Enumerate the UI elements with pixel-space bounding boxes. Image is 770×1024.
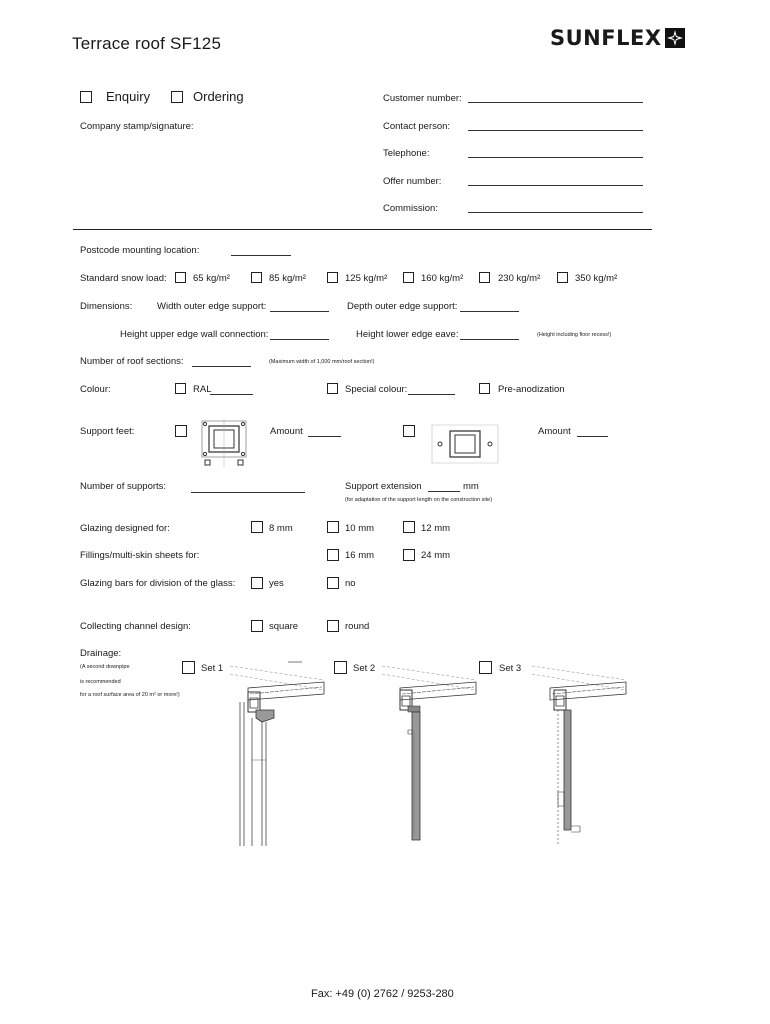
colour-label: Colour: bbox=[80, 384, 111, 395]
telephone-label: Telephone: bbox=[383, 148, 430, 159]
drainage-note-1: (A second downpipe bbox=[80, 664, 130, 670]
support-foot-1-drawing bbox=[196, 419, 252, 469]
customer-number-field[interactable] bbox=[468, 102, 643, 103]
contact-person-field[interactable] bbox=[468, 130, 643, 131]
number-of-supports-label: Number of supports: bbox=[80, 481, 167, 492]
number-of-supports-field[interactable] bbox=[191, 492, 305, 493]
page-title: Terrace roof SF125 bbox=[72, 34, 222, 53]
company-stamp-label: Company stamp/signature: bbox=[80, 121, 194, 132]
postcode-label: Postcode mounting location: bbox=[80, 245, 200, 256]
set-2-drawing bbox=[378, 660, 478, 850]
commission-field[interactable] bbox=[468, 212, 643, 213]
pre-anodization-checkbox[interactable] bbox=[479, 383, 490, 394]
glazing-label: Glazing designed for: bbox=[80, 523, 170, 534]
height-lower-field[interactable] bbox=[460, 339, 519, 340]
glazing-bars-no-checkbox[interactable] bbox=[327, 577, 339, 589]
drainage-note-3: for a roof surface area of 20 m² or more!) bbox=[80, 692, 180, 698]
roof-sections-note: (Maximum width of 1,000 mm/roof section!) bbox=[269, 359, 375, 365]
glazing-bars-yes-label: yes bbox=[269, 578, 284, 589]
fillings-24mm-checkbox[interactable] bbox=[403, 549, 415, 561]
support-extension-note: (for adaptation of the support length on the construction site) bbox=[345, 497, 493, 503]
snow-160-label: 160 kg/m² bbox=[421, 273, 464, 284]
glazing-12mm-label: 12 mm bbox=[421, 523, 451, 534]
customer-number-label: Customer number: bbox=[383, 93, 462, 104]
support-extension-field[interactable] bbox=[428, 491, 460, 492]
sunflex-logo bbox=[550, 26, 685, 50]
support-foot-2-drawing bbox=[430, 423, 500, 467]
width-outer-field[interactable] bbox=[270, 311, 329, 312]
channel-square-label: square bbox=[269, 621, 299, 632]
depth-outer-label: Depth outer edge support: bbox=[347, 301, 458, 312]
fillings-24mm-label: 24 mm bbox=[421, 550, 451, 561]
depth-outer-field[interactable] bbox=[460, 311, 519, 312]
telephone-field[interactable] bbox=[468, 157, 643, 158]
ral-checkbox[interactable] bbox=[175, 383, 186, 394]
set-3-label: Set 3 bbox=[499, 663, 522, 674]
snow-160-checkbox[interactable] bbox=[403, 272, 414, 283]
amount-2-label: Amount bbox=[538, 426, 571, 437]
contact-person-label: Contact person: bbox=[383, 121, 451, 132]
amount-1-label: Amount bbox=[270, 426, 303, 437]
set-1-checkbox[interactable] bbox=[182, 661, 195, 674]
support-foot-1-checkbox[interactable] bbox=[175, 425, 187, 437]
support-extension-label: Support extension bbox=[345, 481, 422, 492]
glazing-bars-yes-checkbox[interactable] bbox=[251, 577, 263, 589]
glazing-bars-no-label: no bbox=[345, 578, 356, 589]
snow-125-checkbox[interactable] bbox=[327, 272, 338, 283]
amount-1-field[interactable] bbox=[308, 436, 341, 437]
set-3-checkbox[interactable] bbox=[479, 661, 492, 674]
snow-65-label: 65 kg/m² bbox=[193, 273, 230, 284]
snow-85-label: 85 kg/m² bbox=[269, 273, 306, 284]
set-1-label: Set 1 bbox=[201, 663, 224, 674]
glazing-8mm-label: 8 mm bbox=[269, 523, 293, 534]
ordering-label: Ordering bbox=[193, 89, 244, 104]
fillings-label: Fillings/multi-skin sheets for: bbox=[80, 550, 200, 561]
offer-number-field[interactable] bbox=[468, 185, 643, 186]
support-foot-2-checkbox[interactable] bbox=[403, 425, 415, 437]
ral-field[interactable] bbox=[210, 394, 253, 395]
snow-load-label: Standard snow load: bbox=[80, 273, 167, 284]
ral-label: RAL bbox=[193, 384, 212, 395]
set-1-drawing bbox=[226, 660, 326, 850]
glazing-10mm-checkbox[interactable] bbox=[327, 521, 339, 533]
ordering-checkbox[interactable] bbox=[171, 91, 183, 103]
fax-number: Fax: +49 (0) 2762 / 9253-280 bbox=[311, 988, 454, 1000]
pre-anodization-label: Pre-anodization bbox=[498, 384, 565, 395]
special-colour-field[interactable] bbox=[408, 394, 455, 395]
width-outer-label: Width outer edge support: bbox=[157, 301, 267, 312]
snow-85-checkbox[interactable] bbox=[251, 272, 262, 283]
set-3-drawing bbox=[528, 660, 628, 850]
channel-label: Collecting channel design: bbox=[80, 621, 191, 632]
snow-230-checkbox[interactable] bbox=[479, 272, 490, 283]
glazing-12mm-checkbox[interactable] bbox=[403, 521, 415, 533]
sun-star-icon bbox=[665, 28, 685, 48]
snow-125-label: 125 kg/m² bbox=[345, 273, 388, 284]
fillings-16mm-checkbox[interactable] bbox=[327, 549, 339, 561]
channel-round-checkbox[interactable] bbox=[327, 620, 339, 632]
glazing-8mm-checkbox[interactable] bbox=[251, 521, 263, 533]
set-2-checkbox[interactable] bbox=[334, 661, 347, 674]
enquiry-label: Enquiry bbox=[106, 89, 151, 104]
support-feet-label: Support feet: bbox=[80, 426, 135, 437]
support-extension-unit: mm bbox=[463, 481, 479, 492]
enquiry-checkbox[interactable] bbox=[80, 91, 92, 103]
amount-2-field[interactable] bbox=[577, 436, 608, 437]
channel-square-checkbox[interactable] bbox=[251, 620, 263, 632]
snow-350-checkbox[interactable] bbox=[557, 272, 568, 283]
drainage-note-2: is recommended bbox=[80, 679, 121, 685]
height-upper-field[interactable] bbox=[270, 339, 329, 340]
snow-65-checkbox[interactable] bbox=[175, 272, 186, 283]
height-upper-label: Height upper edge wall connection: bbox=[120, 329, 269, 340]
roof-sections-label: Number of roof sections: bbox=[80, 356, 184, 367]
glazing-10mm-label: 10 mm bbox=[345, 523, 375, 534]
set-2-label: Set 2 bbox=[353, 663, 376, 674]
postcode-field[interactable] bbox=[231, 255, 291, 256]
special-colour-checkbox[interactable] bbox=[327, 383, 338, 394]
channel-round-label: round bbox=[345, 621, 370, 632]
snow-230-label: 230 kg/m² bbox=[498, 273, 541, 284]
roof-sections-field[interactable] bbox=[192, 366, 251, 367]
section-divider bbox=[73, 229, 652, 230]
fillings-16mm-label: 16 mm bbox=[345, 550, 375, 561]
dimensions-label: Dimensions: bbox=[80, 301, 133, 312]
snow-350-label: 350 kg/m² bbox=[575, 273, 618, 284]
logo-text: SUNFLEX bbox=[550, 26, 662, 50]
commission-label: Commission: bbox=[383, 203, 438, 214]
drainage-label: Drainage: bbox=[80, 648, 122, 659]
glazing-bars-label: Glazing bars for division of the glass: bbox=[80, 578, 236, 589]
height-lower-label: Height lower edge eave: bbox=[356, 329, 459, 340]
special-colour-label: Special colour: bbox=[345, 384, 408, 395]
offer-number-label: Offer number: bbox=[383, 176, 442, 187]
height-note: (Height including floor recess!) bbox=[537, 332, 612, 338]
